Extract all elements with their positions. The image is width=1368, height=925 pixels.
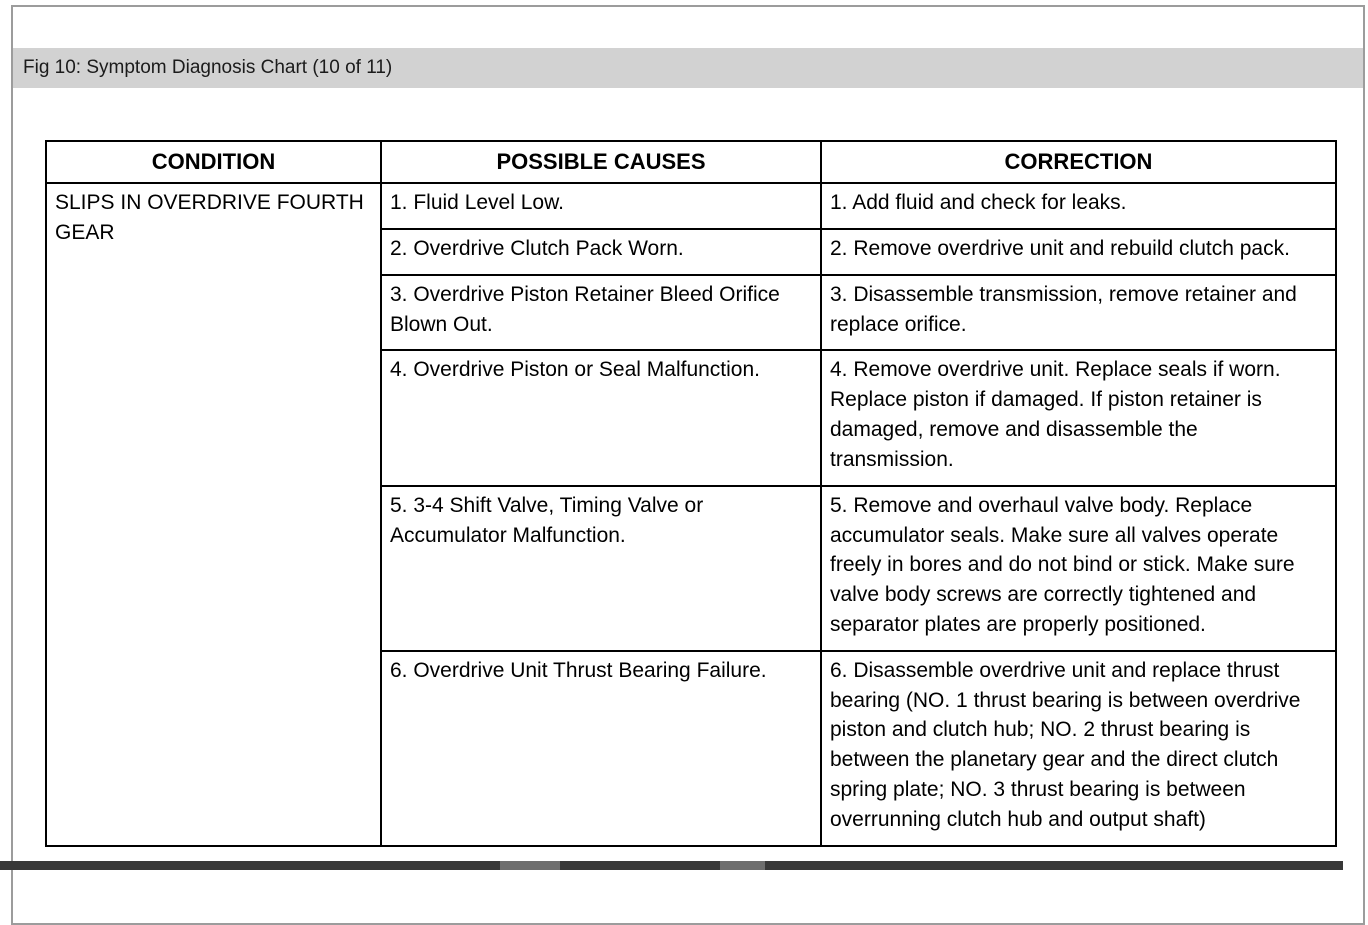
- cause-cell: 4. Overdrive Piston or Seal Malfunction.: [381, 350, 821, 485]
- cause-cell: 1. Fluid Level Low.: [381, 183, 821, 229]
- cause-cell: 2. Overdrive Clutch Pack Worn.: [381, 229, 821, 275]
- figure-caption-bar: [13, 48, 1363, 88]
- correction-cell: 4. Remove overdrive unit. Replace seals if worn. Replace piston if damaged. If piston retainer is damaged, remove and disassemble the transmission.: [821, 350, 1336, 485]
- column-header-possible-causes: POSSIBLE CAUSES: [381, 141, 821, 183]
- correction-cell: 3. Disassemble transmission, remove retainer and replace orifice.: [821, 275, 1336, 351]
- horizontal-scrollbar[interactable]: [0, 861, 1343, 870]
- cause-cell: 6. Overdrive Unit Thrust Bearing Failure.: [381, 651, 821, 846]
- correction-cell: 1. Add fluid and check for leaks.: [821, 183, 1336, 229]
- table-row: [46, 183, 1336, 229]
- correction-cell: 6. Disassemble overdrive unit and replace thrust bearing (NO. 1 thrust bearing is between overdrive piston and clutch hub; NO. 2 thrust bearing is between the planetary gear and the direct clutch spring plate; NO. 3 thrust bearing is between overrunning clutch hub and output shaft): [821, 651, 1336, 846]
- scrollbar-highlight: [720, 861, 765, 870]
- correction-cell: 5. Remove and overhaul valve body. Replace accumulator seals. Make sure all valves operate freely in bores and do not bind or stick. Make sure valve body screws are correctly tightened and separator plates are properly positioned.: [821, 486, 1336, 651]
- window-frame: [11, 5, 1365, 925]
- scrollbar-highlight: [500, 861, 560, 870]
- symptom-diagnosis-table: [45, 140, 1337, 847]
- figure-caption: Fig 10: Symptom Diagnosis Chart (10 of 11): [23, 57, 392, 79]
- correction-cell: 2. Remove overdrive unit and rebuild clutch pack.: [821, 229, 1336, 275]
- column-header-correction: CORRECTION: [821, 141, 1336, 183]
- cause-cell: 3. Overdrive Piston Retainer Bleed Orifice Blown Out.: [381, 275, 821, 351]
- document-content: [13, 88, 1363, 847]
- table-header-row: [46, 141, 1336, 183]
- cause-cell: 5. 3-4 Shift Valve, Timing Valve or Accumulator Malfunction.: [381, 486, 821, 651]
- condition-cell: SLIPS IN OVERDRIVE FOURTH GEAR: [46, 183, 381, 845]
- column-header-condition: CONDITION: [46, 141, 381, 183]
